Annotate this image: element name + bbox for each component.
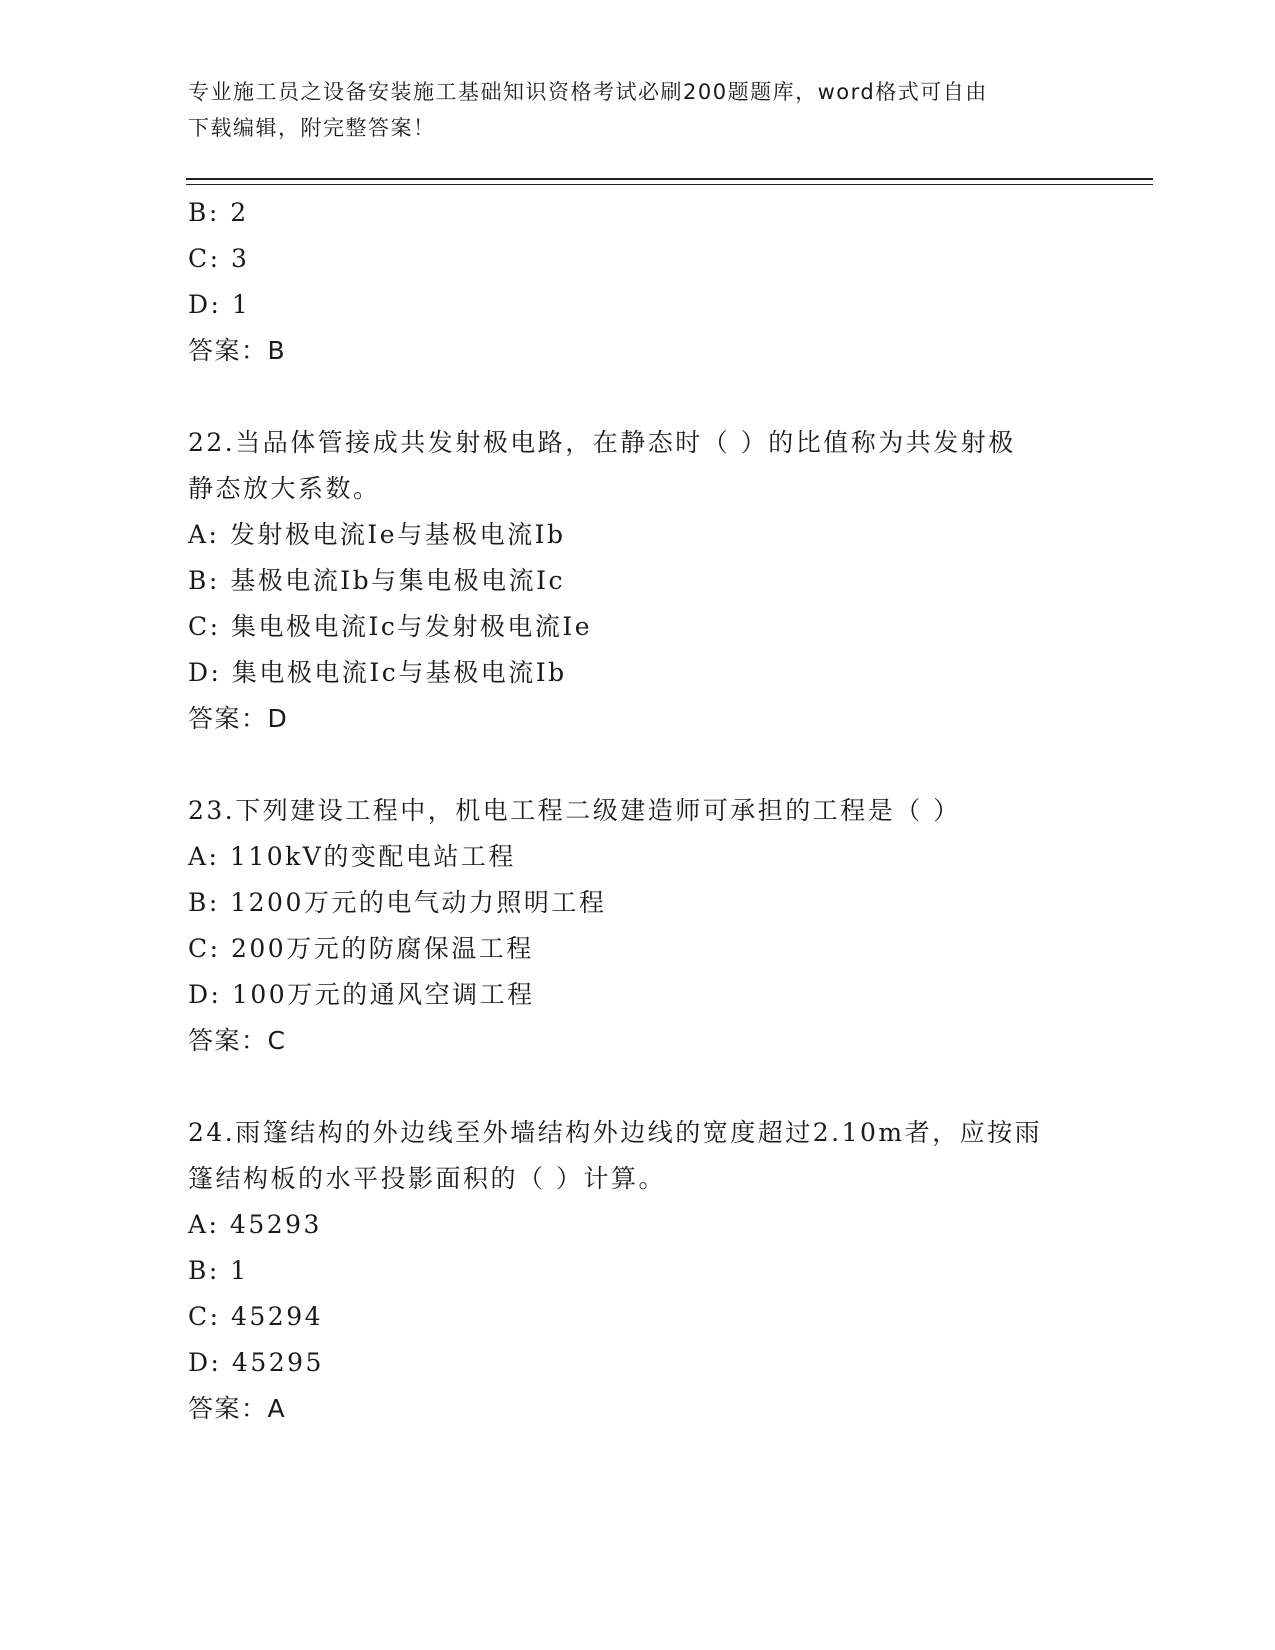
option-c: C: 3: [188, 244, 250, 273]
question-stem-line: 篷结构板的水平投影面积的（ ）计算。: [188, 1164, 666, 1193]
question-block-23: [188, 788, 1088, 1064]
option-d: D: 集电极电流Ic与基极电流Ib: [188, 658, 567, 687]
question-block-24: [188, 1110, 1088, 1432]
question-stem-line: 22.当品体管接成共发射极电路，在静态时（ ）的比值称为共发射极: [188, 428, 1016, 457]
question-block-22: [188, 420, 1088, 742]
spacer: [188, 374, 1088, 420]
header-line-2: 下载编辑，附完整答案！: [188, 116, 436, 140]
header-divider-thin: [186, 184, 1153, 185]
option-c: C: 45294: [188, 1302, 324, 1331]
question-stem-line: 24.雨篷结构的外边线至外墙结构外边线的宽度超过2.10m者，应按雨: [188, 1118, 1043, 1147]
spacer: [188, 1064, 1088, 1110]
answer-line: 答案：B: [188, 336, 287, 365]
question-stem-line: 静态放大系数。: [188, 474, 381, 503]
option-d: D: 100万元的通风空调工程: [188, 980, 535, 1009]
option-b: B: 1200万元的电气动力照明工程: [188, 888, 607, 917]
question-block-prev: [188, 190, 1088, 374]
answer-line: 答案：A: [188, 1394, 287, 1423]
question-stem-line: 23.下列建设工程中，机电工程二级建造师可承担的工程是（ ）: [188, 796, 961, 825]
option-a: A: 45293: [188, 1210, 322, 1239]
answer-line: 答案：C: [188, 1026, 287, 1055]
option-b: B: 1: [188, 1256, 249, 1285]
option-d: D: 1: [188, 290, 251, 319]
answer-line: 答案：D: [188, 704, 289, 733]
option-c: C: 集电极电流Ic与发射极电流Ie: [188, 612, 593, 641]
option-b: B: 2: [188, 198, 249, 227]
option-a: A: 发射极电流Ie与基极电流Ib: [188, 520, 566, 549]
option-a: A: 110kV的变配电站工程: [188, 842, 516, 871]
option-c: C: 200万元的防腐保温工程: [188, 934, 534, 963]
option-d: D: 45295: [188, 1348, 324, 1377]
spacer: [188, 742, 1088, 788]
document-header: [188, 74, 1088, 146]
header-divider-thick: [186, 178, 1153, 180]
option-b: B: 基极电流Ib与集电极电流Ic: [188, 566, 565, 595]
question-list: [188, 190, 1088, 1432]
header-line-1: 专业施工员之设备安装施工基础知识资格考试必刷200题题库，word格式可自由: [188, 80, 988, 104]
